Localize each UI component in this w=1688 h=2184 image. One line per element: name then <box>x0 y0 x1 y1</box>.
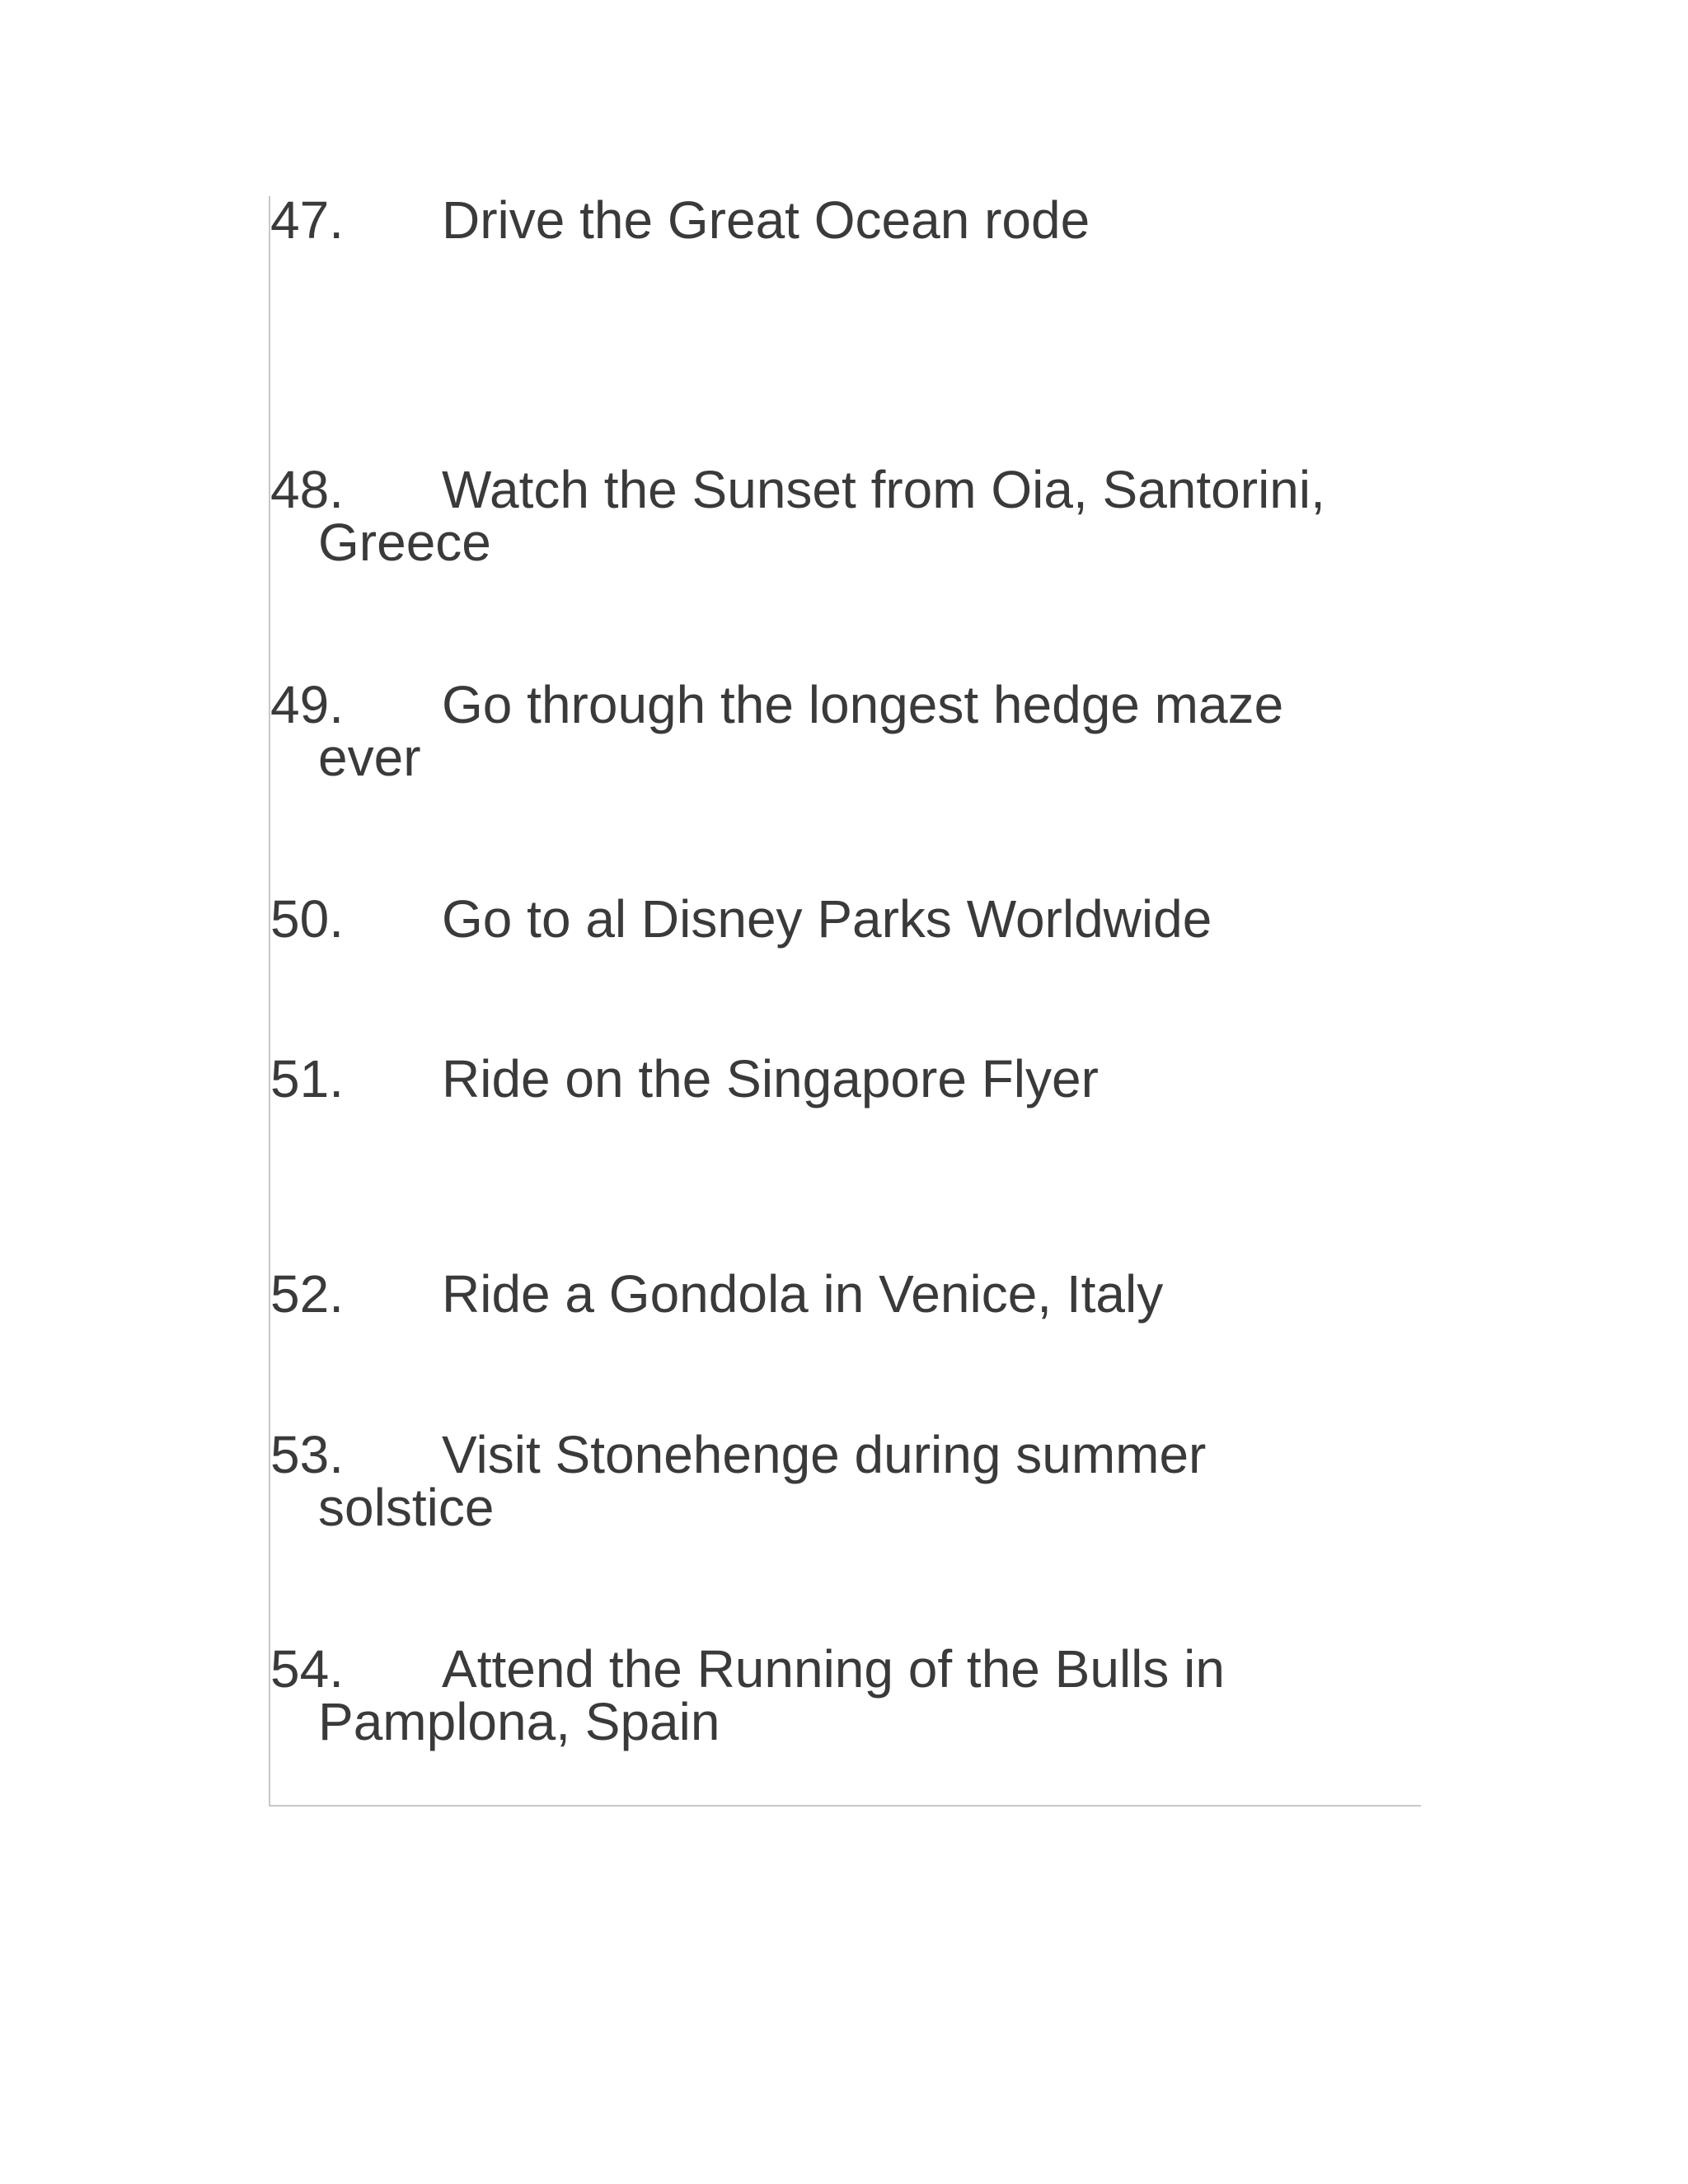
item-number: 52. <box>270 1264 344 1324</box>
item-text-continued: Greece <box>318 513 491 572</box>
item-text-continued: ever <box>318 728 421 787</box>
item-number: 48. <box>270 460 344 519</box>
item-text: Visit Stonehenge during summer <box>442 1425 1207 1484</box>
list-frame <box>269 190 1421 1807</box>
item-number: 47. <box>270 190 344 250</box>
item-number: 54. <box>270 1639 344 1699</box>
item-number: 49. <box>270 675 344 734</box>
item-text: Ride on the Singapore Flyer <box>442 1049 1099 1108</box>
item-number: 53. <box>270 1425 344 1484</box>
item-number: 50. <box>270 889 344 949</box>
item-text-continued: Pamplona, Spain <box>318 1692 720 1751</box>
item-text: Watch the Sunset from Oia, Santorini, <box>442 460 1325 519</box>
item-text: Go to al Disney Parks Worldwide <box>442 889 1212 949</box>
item-number: 51. <box>270 1049 344 1108</box>
item-text: Ride a Gondola in Venice, Italy <box>442 1264 1164 1324</box>
item-text-continued: solstice <box>318 1478 495 1537</box>
item-text: Drive the Great Ocean rode <box>442 190 1090 250</box>
item-text: Attend the Running of the Bulls in <box>442 1639 1225 1699</box>
item-text: Go through the longest hedge maze <box>442 675 1284 734</box>
